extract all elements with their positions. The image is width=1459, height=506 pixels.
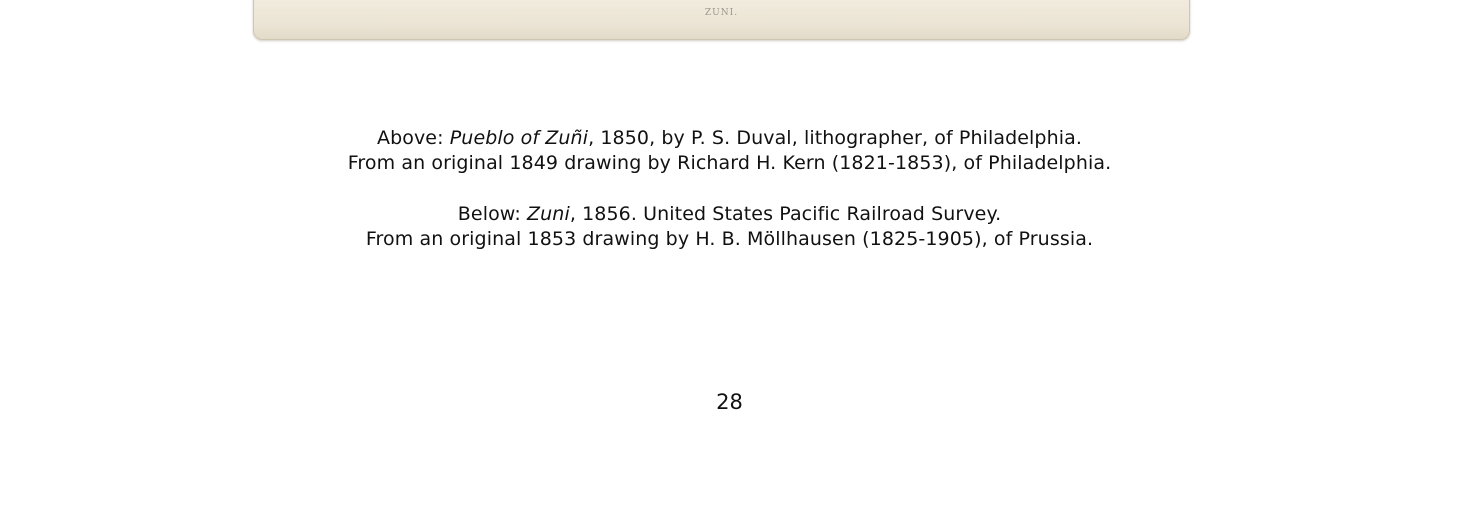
caption-below-details: , 1856. United States Pacific Railroad Survey.: [569, 203, 1002, 225]
caption-above-line-2: From an original 1849 drawing by Richard H. Kern (1821-1853), of Philadelphia.: [347, 152, 1112, 174]
plate-caption: ZUNI.: [704, 8, 739, 18]
caption-below-prefix: Below:: [457, 203, 528, 225]
lithograph-plate-bottom: [253, 0, 1190, 40]
figure-caption: [0, 126, 1459, 252]
caption-below-line-1: [0, 202, 1459, 227]
caption-spacer: [0, 176, 1459, 202]
caption-above-details: , 1850, by P. S. Duval, lithographer, of Philadelphia.: [588, 127, 1082, 149]
page-number: 28: [716, 390, 743, 414]
caption-above-title: Pueblo of Zuñi: [449, 127, 589, 149]
caption-below-title: Zuni: [527, 203, 570, 225]
caption-below-line-2: From an original 1853 drawing by H. B. Möllhausen (1825-1905), of Prussia.: [365, 228, 1094, 250]
caption-above-prefix: Above:: [376, 127, 450, 149]
caption-above-line-1: [0, 126, 1459, 151]
